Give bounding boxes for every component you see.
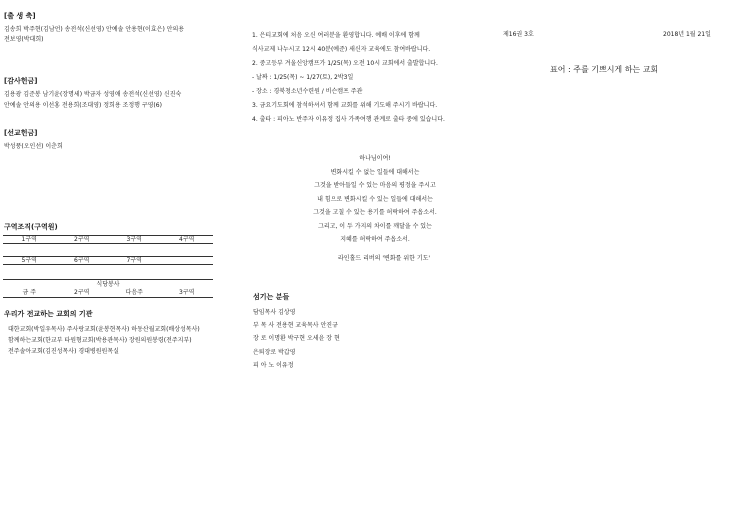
- district-title: 구역조직(구역원): [4, 223, 58, 231]
- issue-number: 제16권 3호: [503, 31, 534, 38]
- kitchen-cell: 2구역: [56, 289, 109, 297]
- prayer-poem: [255, 152, 495, 247]
- minister-line: 피 아 노 이유정: [253, 361, 294, 369]
- supported-churches-title: 우리가 전교하는 교회의 기관: [4, 310, 93, 318]
- district-table-row-1: [3, 235, 213, 244]
- poem-line: 내 힘으로 변화시킬 수 있는 일들에 대해서는: [317, 195, 433, 203]
- poem-line: 그것을 받아들일 수 있는 마음의 평정을 주시고: [314, 182, 436, 189]
- notice-line-7: 4. 출타 : 피아노 반주자 이유정 집사 가족여행 관계로 출타 중에 있습니다.: [252, 116, 445, 123]
- supported-churches-line-3: 전주솔아교회(김진성목사) 경대병원원목실: [8, 348, 119, 355]
- mission-offering-title: [선교헌금]: [4, 129, 38, 137]
- notice-line-5: - 장소 : 경북청소년수련원 / 비슨캠프 주관: [252, 88, 363, 95]
- notice-line-3: 2. 중고등부 겨울신앙캠프가 1/25(목) 오전 10시 교회에서 출발합니다.: [252, 60, 438, 67]
- thanks-offering-title: [감사헌금]: [4, 77, 38, 85]
- birth-celebration-title: [출 생 축]: [4, 12, 36, 20]
- notice-line-4: - 날짜 : 1/25(목) ~ 1/27(토), 2박3일: [252, 74, 354, 81]
- district-table-row-2: [3, 256, 213, 265]
- notice-line-2: 식사교제 나누시고 12시 40분(예준) 새신자 교육에도 참여바랍니다.: [252, 46, 431, 53]
- notice-line-6: 3. 금요기도회에 참석하셔서 함께 교회를 위해 기도해 주시기 바랍니다.: [252, 102, 438, 109]
- poem-line: 변화시킬 수 없는 일들에 대해서는: [330, 168, 420, 176]
- kitchen-cell: 다음주: [108, 289, 161, 297]
- minister-line: 부 목 사 전용현 교육목사 안진규: [253, 322, 338, 330]
- poem-line: 하나님이여!: [359, 155, 391, 162]
- bulletin-date: 2018년 1월 21일: [663, 31, 711, 38]
- thanks-offering-line-2: 안예솔 안의용 이선홍 전용희(조대영) 정희용 조정행 구영(6): [4, 102, 162, 109]
- poem-line: 그것을 고칠 수 있는 용기를 허락하여 주옵소서.: [313, 209, 437, 216]
- mission-offering-line-1: 박성풍(오인선) 이춘희: [4, 143, 63, 150]
- supported-churches-line-2: 함께하는교회(한교부 타원형교회(박용관목사) 장원의원봉령(전주지부): [8, 337, 192, 344]
- district-cell: 7구역: [108, 257, 161, 265]
- ministers-list: [253, 306, 340, 372]
- kitchen-cell: 3구역: [161, 289, 214, 297]
- district-cell: 5구역: [3, 257, 56, 265]
- poem-attribution: 라인홀드 리버의 '변화를 위한 기도': [338, 255, 431, 262]
- kitchen-service-table: [3, 289, 213, 298]
- kitchen-service-title: 식당봉사: [3, 279, 213, 288]
- birth-celebration-line-2: 전보영(박대희): [4, 36, 44, 43]
- district-cell: 4구역: [161, 236, 214, 244]
- notice-line-1: 1. 은티교회에 처음 오신 여러분을 환영합니다. 예배 이후에 함께: [252, 32, 420, 39]
- minister-line: 은퇴장로 박갑영: [253, 348, 296, 356]
- district-cell: 3구역: [108, 236, 161, 244]
- district-cell: [161, 257, 214, 265]
- district-cell: 1구역: [3, 236, 56, 244]
- kitchen-cell: 금 주: [3, 289, 56, 297]
- birth-celebration-line-1: 김송희 박주현(김남언) 송전석(신선영) 안예솔 안용현(이효은) 안의용: [4, 26, 185, 33]
- minister-line: 담임목사 김상영: [253, 309, 296, 316]
- ministers-title: 섬기는 분들: [253, 293, 290, 301]
- minister-line: 장 로 이명환 박구현 오세윤 장 현: [253, 335, 340, 343]
- district-cell: 2구역: [56, 236, 109, 244]
- poem-line: 그리고, 이 두 가지의 차이를 깨달을 수 있는: [318, 222, 432, 230]
- church-motto: 표어 : 주를 기쁘시게 하는 교회: [550, 65, 659, 74]
- thanks-offering-line-1: 김용광 김준봉 남기윤(장명세) 박금자 성영애 송전석(신선영) 신진숙: [4, 91, 182, 98]
- district-cell: 6구역: [56, 257, 109, 265]
- poem-line: 지혜를 허락하여 주옵소서.: [340, 236, 410, 243]
- supported-churches-line-1: 대한교회(박일우목사) 주사랑교회(윤봉현목사) 하동산월교회(배상성목사): [8, 326, 200, 333]
